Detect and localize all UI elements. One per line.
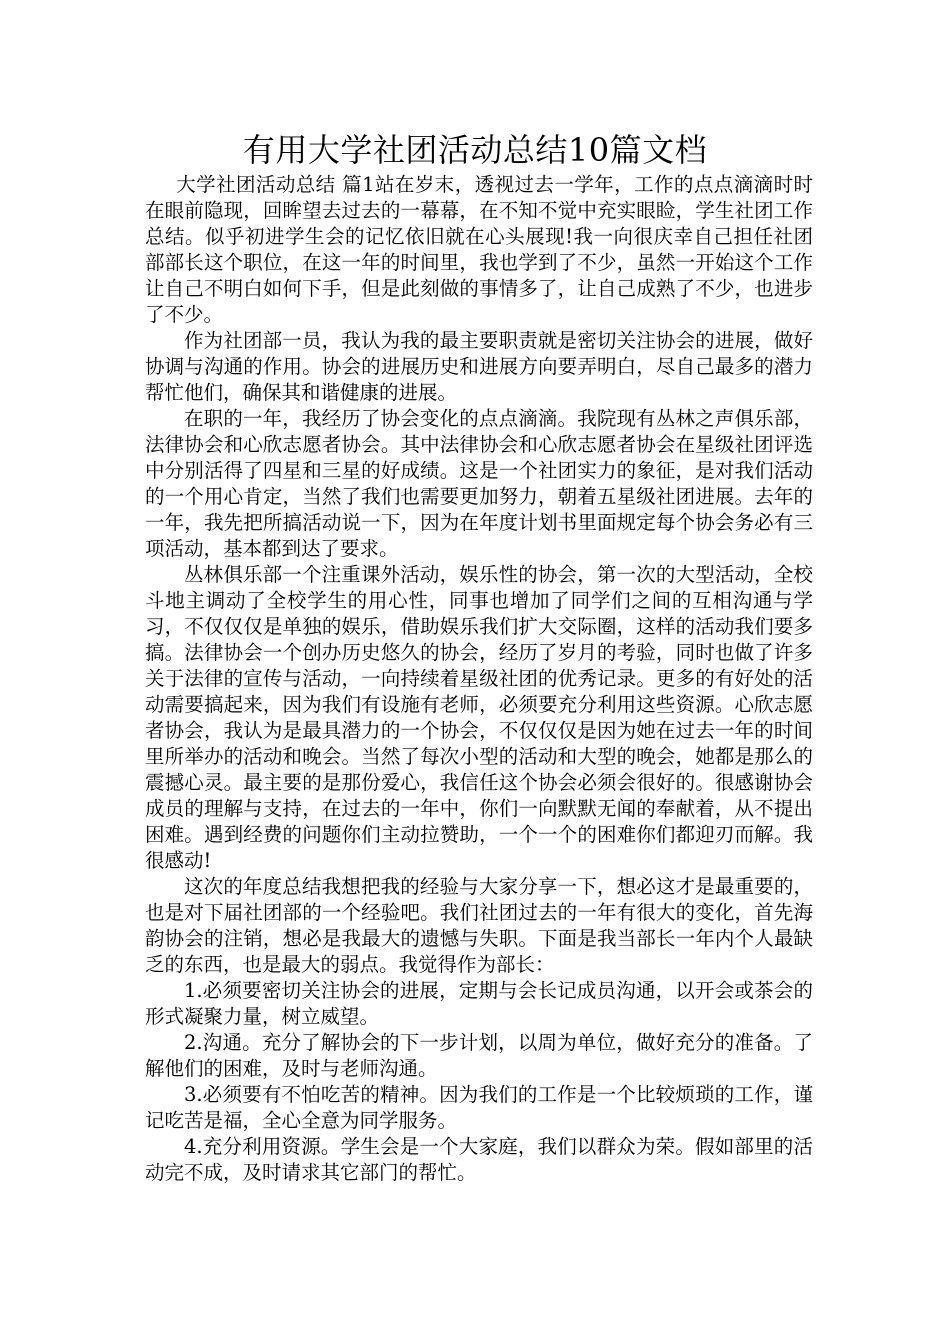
document-title: 有用大学社团活动总结10篇文档	[242, 131, 708, 169]
list-item-2: 2.沟通。充分了解协会的下一步计划，以周为单位，做好充分的准备。了解他们的困难，及时与老师沟通。	[145, 1031, 813, 1080]
list-item-4: 4.充分利用资源。学生会是一个大家庭，我们以群众为荣。假如部里的活动完不成，及时请求其它部门的帮忙。	[145, 1135, 813, 1184]
list-item-1: 1.必须要密切关注协会的进展，定期与会长记成员沟通，以开会或茶会的形式凝聚力量，树立威望。	[145, 979, 813, 1028]
paragraph-intro: 大学社团活动总结 篇1站在岁末，透视过去一学年，工作的点点滴滴时时在眼前隐现，回眸望去过去的一幕幕，在不知不觉中充实眼睑，学生社团工作总结。似乎初进学生会的记忆依旧就在心头展现!我一向很庆幸自己担任社团部部长这个职位，在这一年的时间里，我也学到了不少，虽然一开始这个工作让自己不明白如何下手，但是此刻做的事情多了，让自己成熟了不少，也进步了不少。	[145, 173, 813, 326]
paragraph-activities: 丛林俱乐部一个注重课外活动，娱乐性的协会，第一次的大型活动，全校斗地主调动了全校学生的用心性，同事也增加了同学们之间的互相沟通与学习，不仅仅仅是单独的娱乐，借助娱乐我们扩大交际圈，这样的活动我们要多搞。法律协会一个创办历史悠久的协会，经历了岁月的考验，同时也做了许多关于法律的宣传与活动，一向持续着星级社团的优秀记录。更多的有好处的活动需要搞起来，因为我们有设施有老师，必须要充分利用这些资源。心欣志愿者协会，我认为是最具潜力的一个协会，不仅仅仅是因为她在过去一年的时间里所举办的活动和晚会。当然了每次小型的活动和大型的晚会，她都是那么的震撼心灵。最主要的是那份爱心，我信任这个协会必须会很好的。很感谢协会成员的理解与支持，在过去的一年中，你们一向默默无闻的奉献着，从不提出困难。遇到经费的问题你们主动拉赞助，一个一个的困难你们都迎刃而解。我很感动!	[145, 563, 813, 872]
paragraph-experience: 这次的年度总结我想把我的经验与大家分享一下，想必这才是最重要的，也是对下届社团部的一个经验吧。我们社团过去的一年有很大的变化，首先海韵协会的注销，想必是我最大的遗憾与失职。下面是我当部长一年内个人最缺乏的东西，也是最大的弱点。我觉得作为部长：	[145, 875, 813, 976]
paragraph-associations: 在职的一年，我经历了协会变化的点点滴滴。我院现有丛林之声俱乐部，法律协会和心欣志愿者协会。其中法律协会和心欣志愿者协会在星级社团评选中分别活得了四星和三星的好成绩。这是一个社团实力的象征，是对我们活动的一个用心肯定，当然了我们也需要更加努力，朝着五星级社团进展。去年的一年，我先把所搞活动说一下，因为在年度计划书里面规定每个协会务必有三项活动，基本都到达了要求。	[145, 407, 813, 560]
paragraph-duties: 作为社团部一员，我认为我的最主要职责就是密切关注协会的进展，做好协调与沟通的作用。协会的进展历史和进展方向要弄明白，尽自己最多的潜力帮忙他们，确保其和谐健康的进展。	[145, 329, 813, 404]
list-item-3: 3.必须要有不怕吃苦的精神。因为我们的工作是一个比较烦琐的工作，谨记吃苦是福，全心全意为同学服务。	[145, 1083, 813, 1132]
document-body	[145, 172, 813, 1186]
